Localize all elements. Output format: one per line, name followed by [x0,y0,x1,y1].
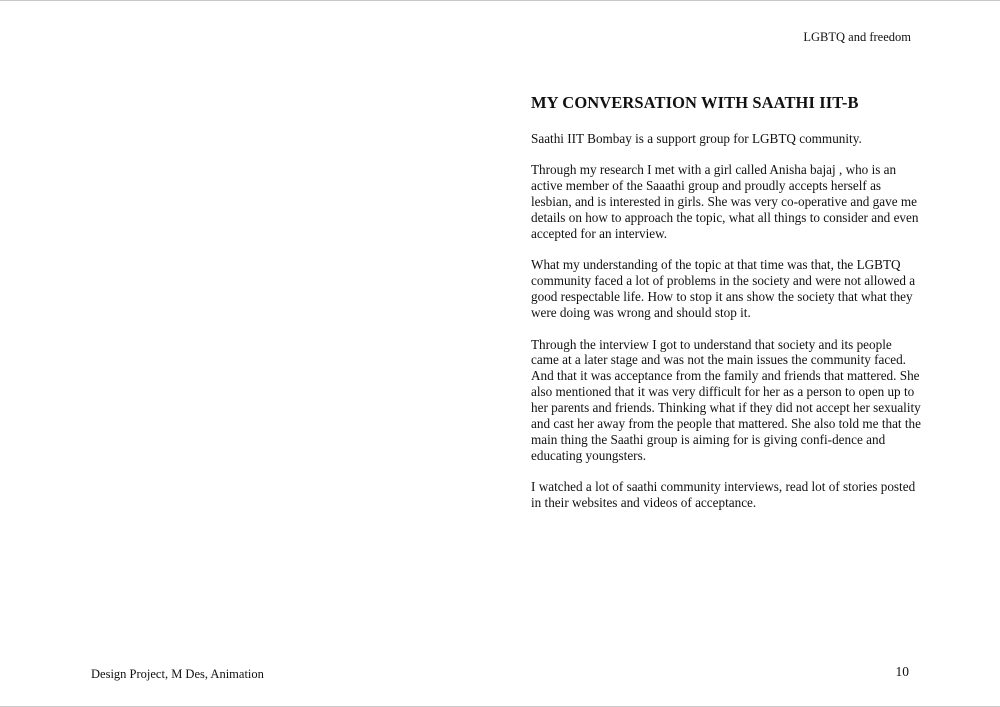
paragraph-research: Through my research I met with a girl called Anisha bajaj , who is an active member of the Saaathi group and proudly accepts herself as lesbian, and is interested in girls. She was very co-operative and gave me details on how to approach the topic, what all things to consider and even accepted for an interview. [531,162,919,242]
paragraph-interviews-watched: I watched a lot of saathi community interviews, read lot of stories posted in their websites and videos of acceptance. [531,479,916,511]
footer-course-label: Design Project, M Des, Animation [91,667,264,681]
article-title: MY CONVERSATION WITH SAATHI IIT-B [531,93,859,112]
paragraph-understanding: What my understanding of the topic at that time was that, the LGBTQ community faced a lot of problems in the society and were not allowed a good respectable life. How to stop it ans show the society that what they were doing was wrong and should stop it. [531,257,916,321]
article-body [531,92,921,527]
paragraph-interview: Through the interview I got to understand that society and its people came at a later stage and was not the main issues the community faced. And that it was acceptance from the family and friends that mattered. She also mentioned that it was very difficult for her as a person to open up to her parents and friends. Thinking what if they did not accept her sexuality and cast her away from the people that mattered. She also told me that the main thing the Saathi group is aiming for is giving confi-dence and educating youngsters. [531,336,921,463]
paragraph-intro: Saathi IIT Bombay is a support group for LGBTQ community. [531,131,862,146]
running-header: LGBTQ and freedom [803,30,911,44]
page-number: 10 [895,664,909,679]
page-top-border [0,0,1000,1]
